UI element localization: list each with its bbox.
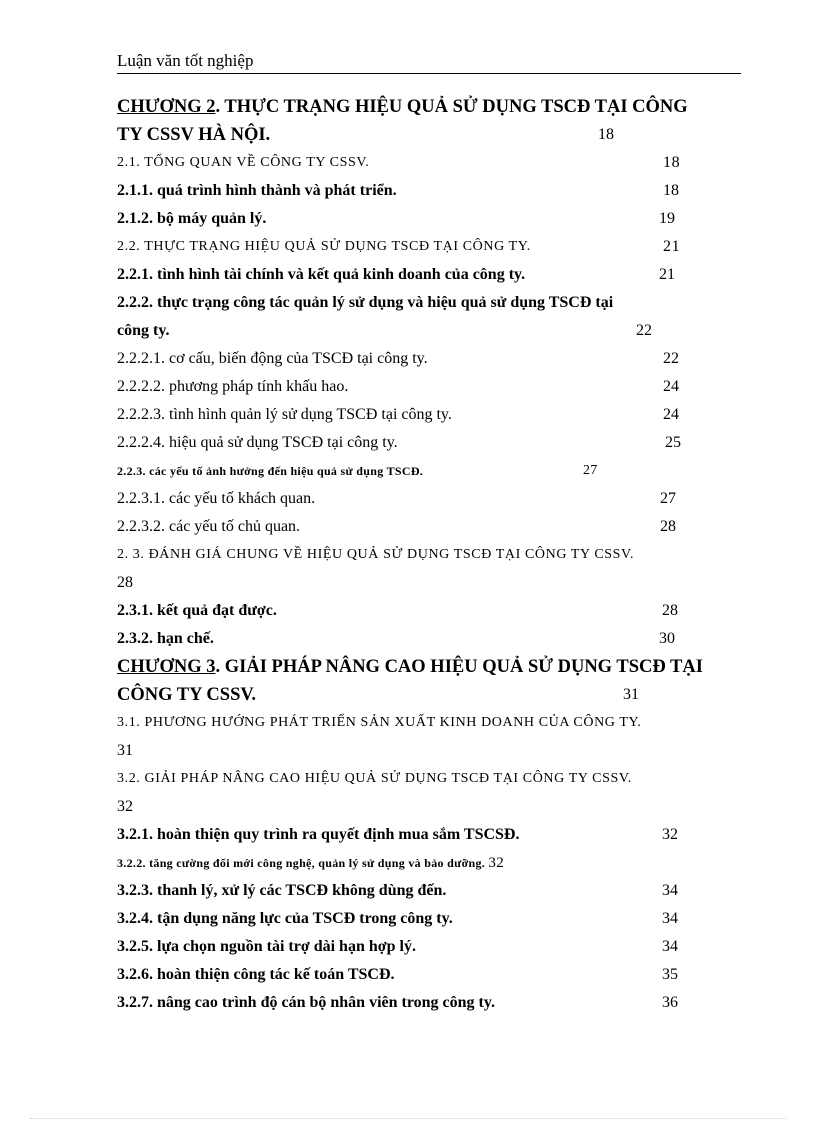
chapter-2-title: . THỰC TRẠNG HIỆU QUẢ SỬ DỤNG TSCĐ TẠI CÔNG — [215, 97, 688, 117]
toc-entry-3-2-5 — [117, 933, 741, 961]
entry-title: 2.2.2.3. tình hình quản lý sử dụng TSCĐ tại công ty. — [117, 406, 452, 423]
entry-title: 3.2.3. thanh lý, xử lý các TSCĐ không dùng đến. — [117, 882, 447, 899]
entry-title-cont: công ty. — [117, 322, 170, 339]
page-number: 22 — [663, 350, 679, 367]
toc-entry-2-3-page — [117, 569, 741, 597]
toc-entry-2-2-2-line2 — [117, 317, 741, 345]
toc-entry-2-2-1 — [117, 261, 741, 289]
toc-entry-2-3 — [117, 541, 741, 569]
chapter-3-title: . GIẢI PHÁP NÂNG CAO HIỆU QUẢ SỬ DỤNG TSCĐ TẠI — [215, 657, 703, 677]
page-number: 24 — [663, 406, 679, 423]
page-number: 32 — [117, 798, 133, 815]
entry-title: 3.2.6. hoàn thiện công tác kế toán TSCĐ. — [117, 966, 395, 983]
chapter-3-label: CHƯƠNG 3 — [117, 657, 216, 677]
page-number: 22 — [636, 322, 652, 339]
page-number: 28 — [662, 602, 678, 619]
page-number: 31 — [623, 686, 639, 703]
entry-title: 2.1.1. quá trình hình thành và phát triển. — [117, 182, 397, 199]
page-number: 21 — [663, 238, 681, 255]
toc-entry-3-1-page — [117, 737, 741, 765]
toc-entry-3-2-3 — [117, 877, 741, 905]
entry-title: 3.2. GIẢI PHÁP NÂNG CAO HIỆU QUẢ SỬ DỤNG TSCĐ TẠI CÔNG TY CSSV. — [117, 771, 632, 786]
entry-title: 2.3.1. kết quả đạt được. — [117, 602, 277, 619]
toc-chapter-2-line2 — [117, 121, 741, 149]
page-number: 18 — [663, 182, 679, 199]
toc-chapter-3 — [117, 653, 741, 681]
toc-entry-2-2-2-4 — [117, 429, 741, 457]
toc-entry-2-3-2 — [117, 625, 741, 653]
page-number: 32 — [488, 855, 505, 871]
toc-entry-2-1-2 — [117, 205, 741, 233]
entry-title: 2.2.3. các yếu tố ảnh hưởng đến hiệu quả sử dụng TSCĐ. — [117, 464, 424, 478]
toc-chapter-2 — [117, 93, 741, 121]
entry-title: 2.2.1. tình hình tài chính và kết quả kinh doanh của công ty. — [117, 266, 526, 283]
entry-title: 2. 3. ĐÁNH GIÁ CHUNG VỀ HIỆU QUẢ SỬ DỤNG TSCĐ TẠI CÔNG TY CSSV. — [117, 547, 635, 562]
page-number: 36 — [662, 994, 678, 1011]
toc-entry-3-2-4 — [117, 905, 741, 933]
page-number: 25 — [665, 434, 681, 451]
entry-title: 2.2.2.4. hiệu quả sử dụng TSCĐ tại công ty. — [117, 434, 398, 451]
entry-title: 3.1. PHƯƠNG HƯỚNG PHÁT TRIỂN SẢN XUẤT KINH DOANH CỦA CÔNG TY. — [117, 715, 642, 730]
page-number: 24 — [663, 378, 679, 395]
page-header: Luận văn tốt nghiệp — [117, 50, 741, 74]
toc-entry-3-2 — [117, 765, 741, 793]
entry-title: 2.2.2.2. phương pháp tính khấu hao. — [117, 378, 349, 395]
toc-entry-2-2-3-1 — [117, 485, 741, 513]
toc-entry-2-1-1 — [117, 177, 741, 205]
entry-title: 3.2.2. tăng cường đổi mới công nghệ, quản lý sử dụng và bảo dưỡng. — [117, 856, 486, 870]
entry-title: 2.2.2.1. cơ cấu, biến động của TSCĐ tại công ty. — [117, 350, 428, 367]
chapter-2-title-cont: TY CSSV HÀ NỘI. — [117, 125, 271, 145]
page-number: 18 — [663, 154, 681, 171]
page-number: 31 — [117, 742, 133, 759]
toc-entry-2-2-3-2 — [117, 513, 741, 541]
entry-title: 3.2.1. hoàn thiện quy trình ra quyết định mua sắm TSCSĐ. — [117, 826, 520, 843]
entry-title: 3.2.7. nâng cao trình độ cán bộ nhân viên trong công ty. — [117, 994, 495, 1011]
page-number: 34 — [662, 910, 678, 927]
chapter-2-label: CHƯƠNG 2 — [117, 97, 216, 117]
page-number: 30 — [659, 630, 675, 647]
entry-title: 3.2.5. lựa chọn nguồn tài trợ dài hạn hợp lý. — [117, 938, 416, 955]
toc-entry-2-2-2-2 — [117, 373, 741, 401]
toc-entry-3-2-1 — [117, 821, 741, 849]
page-number: 35 — [662, 966, 678, 983]
toc-entry-2-3-1 — [117, 597, 741, 625]
toc-chapter-3-line2 — [117, 681, 741, 709]
page-number: 34 — [662, 938, 678, 955]
entry-title: 2.2.2. thực trạng công tác quản lý sử dụng và hiệu quả sử dụng TSCĐ tại — [117, 294, 614, 311]
page-number: 18 — [598, 126, 614, 143]
toc-entry-2-2-2-1 — [117, 345, 741, 373]
entry-title: 2.1.2. bộ máy quản lý. — [117, 210, 267, 227]
entry-title: 2.2.3.2. các yếu tố chủ quan. — [117, 518, 301, 535]
toc-entry-3-2-7 — [117, 989, 741, 1017]
page-bottom-divider — [30, 1118, 786, 1119]
chapter-3-title-cont: CÔNG TY CSSV. — [117, 685, 256, 705]
entry-title: 2.2.3.1. các yếu tố khách quan. — [117, 490, 316, 507]
entry-title: 3.2.4. tận dụng năng lực của TSCĐ trong công ty. — [117, 910, 453, 927]
toc-entry-2-2-2-3 — [117, 401, 741, 429]
page-number: 21 — [659, 266, 675, 283]
toc-entry-2-2-3 — [117, 457, 741, 485]
toc-entry-3-2-page — [117, 793, 741, 821]
toc-entry-2-2 — [117, 233, 741, 261]
entry-title: 2.2. THỰC TRẠNG HIỆU QUẢ SỬ DỤNG TSCĐ TẠI CÔNG TY. — [117, 239, 531, 254]
toc-entry-2-1 — [117, 149, 741, 177]
toc-entry-3-1 — [117, 709, 741, 737]
entry-title: 2.3.2. hạn chế. — [117, 630, 214, 647]
page-number: 19 — [659, 210, 675, 227]
page-number: 28 — [660, 518, 676, 535]
entry-title: 2.1. TỔNG QUAN VỀ CÔNG TY CSSV. — [117, 155, 370, 170]
page-number: 32 — [662, 826, 678, 843]
page-number: 27 — [583, 463, 598, 478]
page-number: 27 — [660, 490, 676, 507]
page-number: 34 — [662, 882, 678, 899]
toc-entry-2-2-2 — [117, 289, 741, 317]
table-of-contents — [117, 93, 741, 1017]
toc-entry-3-2-6 — [117, 961, 741, 989]
page-number: 28 — [117, 574, 133, 591]
toc-entry-3-2-2 — [117, 849, 741, 877]
